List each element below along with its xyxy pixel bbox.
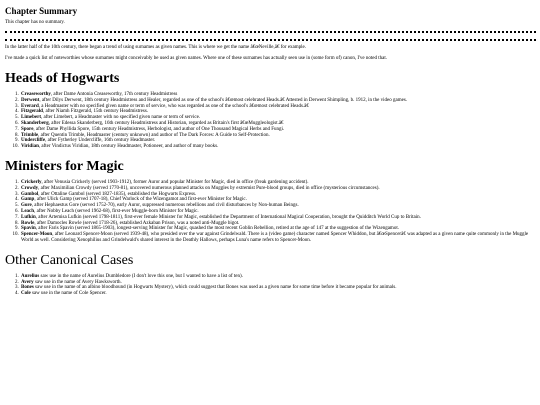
surname: Fitzgerald [21,109,43,115]
surname-description: , after Damocles Rowle (served 1718-26), established Azkaban Prison, was a noted anti-Muggle bigot. [34,220,240,226]
chapter-summary-text: This chapter has no summary. [5,20,65,25]
surname: Skanderberg [21,120,49,126]
surname-description: saw use in the name of Aurelius Dumbledore (I don't love this one, but I wanted to have a list of ten). [39,273,243,279]
surname-description: saw use in the name of an albino bloodhound (in Hogwarts Mystery), which could suggest that Bones was used as a given name for some time before it became popular for animals. [33,285,397,291]
surname: Cole [21,291,31,297]
surname: Spavin [21,226,36,232]
surname-description: , after Niamh Fitzgerald, 15th century Headmistress. [42,109,149,115]
surname-description: , after Ottaline Gambol (served 1827-1835), established the Hogwarts Express. [38,191,197,197]
heads-list [20,92,536,150]
surname-description: , after Leonard Spencer-Moon (served 1939-48), who presided over the war against Grindelwald. There is a (video game) character named Spencer Whiddon, but â€œSpencerâ€ was adapted as a given name quite commonly in the Muggle World as well. Considering Xenophilius and Grindelwald's shared interest in the Deathly Hallows, perhaps Luna's name refers to Spencer-Moon. [21,232,529,243]
intro-paragraph: In the latter half of the 10th century, there began a trend of using surnames as given names. This is where we get the name â€œNeville,â€ for example. [5,45,307,50]
surname-description: , after Ulick Gamp (served 1707-18), Chief Warlock of the Wizengamot and first-ever Minister for Magic. [34,197,247,203]
surname: Rowle [21,220,35,226]
surname-description: , after Edessa Skanderberg, 16th century Headmistress and Historian, regarded as Britain's first â€œMuggleologist.â€ [48,120,284,126]
surname: Gamp [21,197,35,203]
surname: Crowdy [21,185,39,191]
surname: Bones [21,285,34,291]
surname: Derwent [21,97,40,103]
surname: Gambol [21,191,39,197]
section-heading-ministers: Ministers for Magic [5,158,124,174]
surname-description: , after Dame Antonia Creaseworthy, 17th century Headmistress [50,92,178,97]
surname-description: , after Maximilian Crowdy (served 1770-81), uncovered numerous planned attacks on Muggles by extremist Pure-blood groups, died in office (mysterious circumstances). [38,185,380,191]
surname-description: , after Quentin Trimble, Headmaster (century unknown) and author of The Dark Forces: A Guide to Self-Protection. [38,132,270,138]
surname: Lufkin [21,214,36,220]
list-item [20,232,536,244]
divider [5,39,536,41]
intro-paragraph: I've made a quick list of noteworthies whose surnames might conceivably be used as given names. Where one of these surnames has actually seen use in (some form of) canon, I've noted that. [5,56,388,61]
surname-description: , after Nobby Leach (served 1962-68), first-ever Muggle-born Minister for Magic. [34,208,199,214]
other-list [20,274,536,297]
surname-description: , a Headmaster with no specified given name or term of service, who was regarded as one of the school's â€œmost celebrated Heads.â€ [38,103,309,109]
surname: Viridian [21,144,39,150]
surname-description: , after Limebert, a Headmaster with no specified given name or term of service. [41,115,201,121]
surname-description: , after Artemisa Lufkin (served 1798-1811), first-ever female Minister for Magic, established the Department of International Magical Cooperation, brought the Quidditch World Cup to Britain. [35,214,421,220]
surname-description: saw use in the name of Cole Spencer. [30,291,107,297]
surname-description: , after Faris Spavin (served 1865-1903), longest-serving Minister for Magic, quashed the most recent Goblin Rebellion, retired at the age of 147 at the suggestion of the Wizengamot. [35,226,399,232]
surname: Avery [21,279,34,285]
divider [5,31,536,33]
surname: Creaseworthy [21,92,51,97]
list-item [20,144,536,150]
ministers-list [20,180,536,244]
surname-description: , after Dame Phyllida Spore, 15th century Headmistress, Herbologist, and author of One Thousand Magical Herbs and Fungi. [33,126,285,132]
surname: Limebert [21,115,41,121]
surname-description: , after Dilys Derwent, 18th century Headmistress and Healer, regarded as one of the school's â€œmost celebrated Heads.â€ Attested in Derwent Shimpling, b. 1912, in the video games. [39,97,408,103]
surname: Spencer-Moon [21,232,53,238]
surname-description: , after Venusia Crickerly (served 1903-1912), former Auror and popular Minister for Magic, died in office (freak gardening accident). [41,179,309,185]
list-item [20,291,536,297]
surname-description: , after Hephaestus Gore (served 1752-70), early Auror, suppressed numerous rebellions and civil disturbances by Non-human Beings. [31,203,299,209]
section-heading-heads: Heads of Hogwarts [5,71,120,86]
section-heading-other: Other Canonical Cases [5,252,134,268]
surname: Trimble [21,132,39,138]
surname: Spore [21,126,34,132]
surname: Crickerly [21,179,42,185]
surname: Undercliffe [21,138,46,144]
chapter-summary-heading: Chapter Summary [5,6,78,16]
surname-description: , after Fytherley Undercliffe, 16th century Headmaster. [45,138,156,144]
surname: Gore [21,203,32,209]
surname: Leach [21,208,35,214]
surname: Aurelius [21,273,40,279]
surname-description: saw use in the name of Avery Hawksworth. [33,279,122,285]
surname: Everard [21,103,39,109]
surname-description: , after Vindictus Viridian, 18th century Headmaster, Potioneer, and author of many books. [38,144,219,150]
